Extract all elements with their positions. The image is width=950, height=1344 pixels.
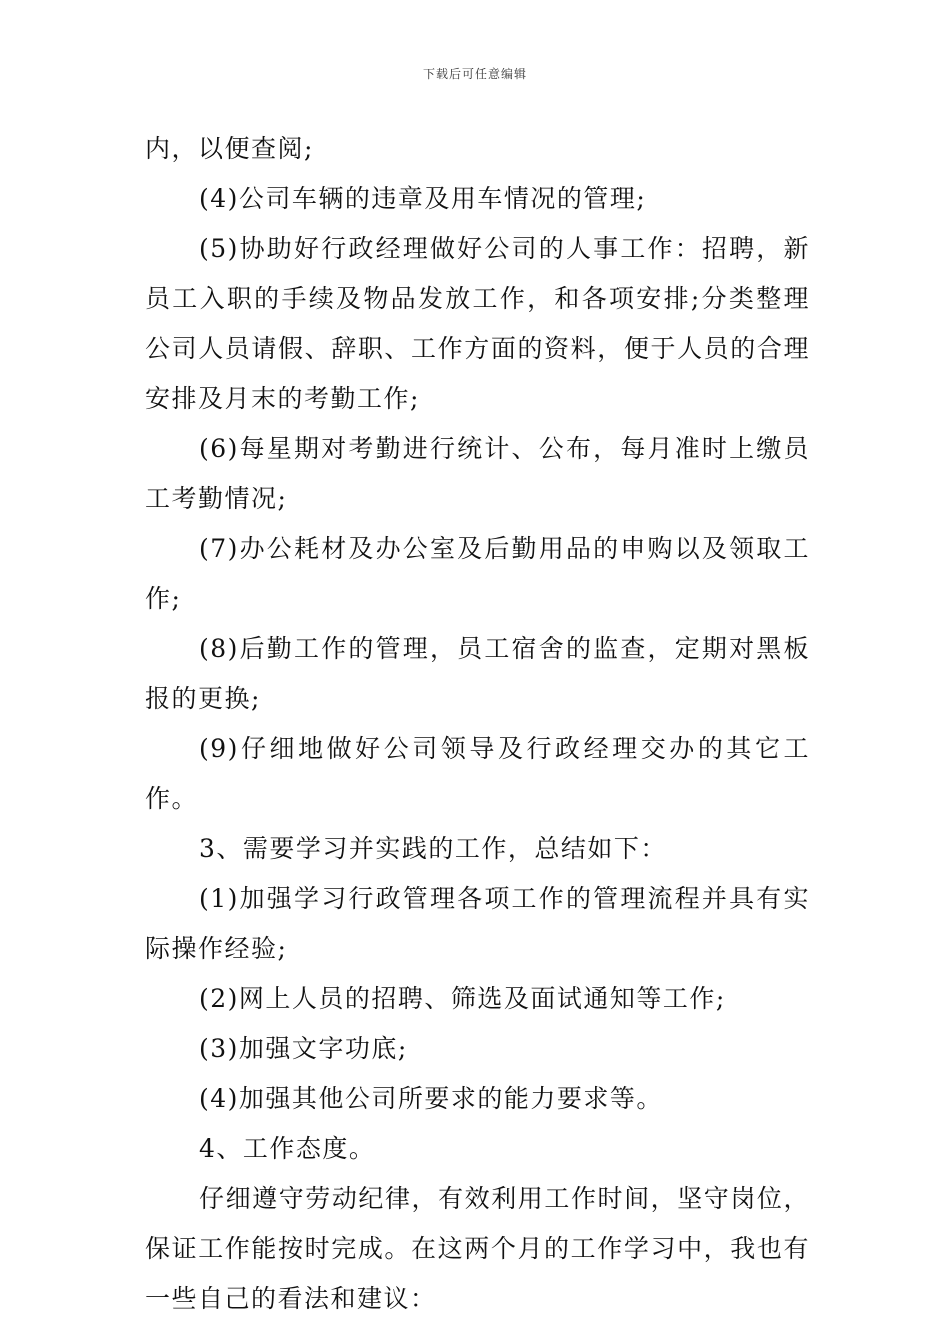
paragraph-continuation: 内，以便查阅; xyxy=(145,134,314,163)
section-heading-3-learning: 3、需要学习并实践的工作，总结如下： xyxy=(199,834,667,863)
document-body xyxy=(145,124,810,1324)
paragraph-item-4-vehicles: (4)公司车辆的违章及用车情况的管理; xyxy=(199,184,647,213)
page-header: 下载后可任意编辑 xyxy=(422,67,527,81)
paragraph-item-7-supplies: (7)办公耗材及办公室及后勤用品的申购以及领取工作; xyxy=(145,534,810,613)
paragraph-learn-item-2: (2)网上人员的招聘、筛选及面试通知等工作; xyxy=(199,984,726,1013)
paragraph-learn-item-1: (1)加强学习行政管理各项工作的管理流程并具有实际操作经验; xyxy=(145,884,810,963)
paragraph-learn-item-3: (3)加强文字功底; xyxy=(199,1034,408,1063)
paragraph-item-5-personnel: (5)协助好行政经理做好公司的人事工作：招聘，新员工入职的手续及物品发放工作，和各项安排;分类整理公司人员请假、辞职、工作方面的资料，便于人员的合理安排及月末的考勤工作; xyxy=(145,234,810,413)
paragraph-item-8-logistics: (8)后勤工作的管理，员工宿舍的监查，定期对黑板报的更换; xyxy=(145,634,810,713)
paragraph-item-9-other-work: (9)仔细地做好公司领导及行政经理交办的其它工作。 xyxy=(145,734,810,813)
paragraph-item-6-attendance: (6)每星期对考勤进行统计、公布，每月准时上缴员工考勤情况; xyxy=(145,434,810,513)
paragraph-learn-item-4: (4)加强其他公司所要求的能力要求等。 xyxy=(199,1084,663,1113)
section-heading-4-attitude: 4、工作态度。 xyxy=(199,1134,376,1163)
paragraph-attitude: 仔细遵守劳动纪律，有效利用工作时间，坚守岗位，保证工作能按时完成。在这两个月的工作学习中，我也有一些自己的看法和建议： xyxy=(145,1184,810,1313)
